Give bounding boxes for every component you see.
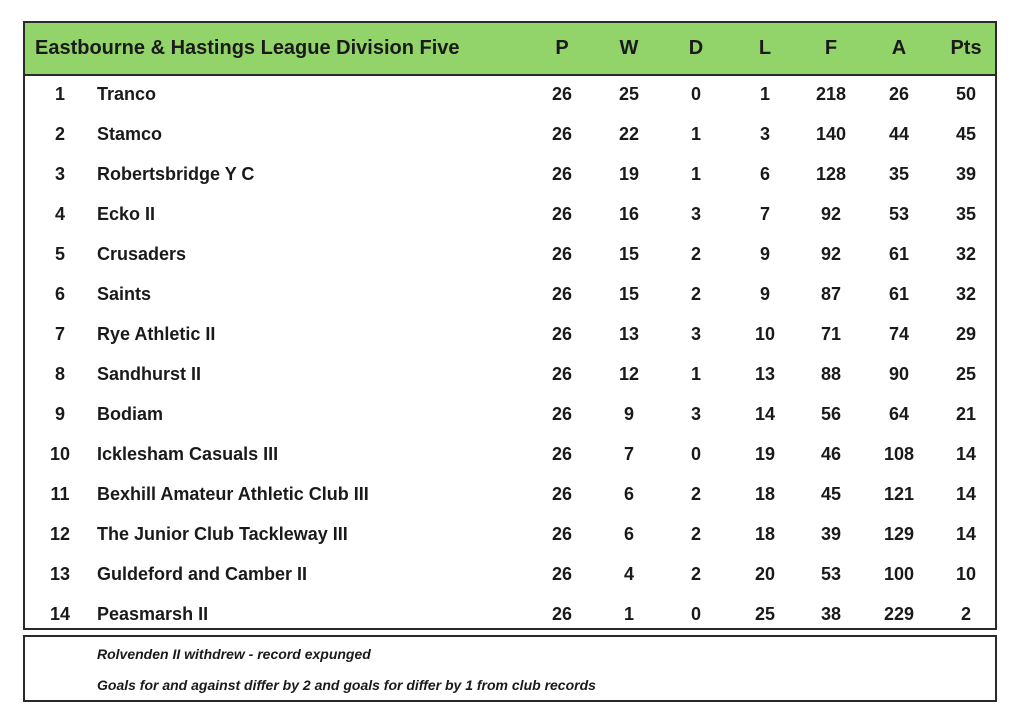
row-goals-for: 88 bbox=[820, 364, 842, 384]
row-team: Bodiam bbox=[97, 404, 164, 424]
table-row bbox=[25, 354, 995, 394]
row-won: 6 bbox=[623, 524, 634, 544]
row-goals-against: 26 bbox=[888, 84, 910, 104]
table-row bbox=[25, 394, 995, 434]
row-points: 32 bbox=[955, 244, 977, 264]
row-goals-against: 229 bbox=[883, 604, 915, 624]
row-points: 39 bbox=[955, 164, 977, 184]
row-lost: 13 bbox=[754, 364, 776, 384]
row-team: Rye Athletic II bbox=[97, 324, 216, 344]
row-played: 26 bbox=[551, 324, 573, 344]
notes-box bbox=[23, 635, 997, 702]
row-points: 45 bbox=[955, 124, 977, 144]
row-goals-against: 121 bbox=[883, 484, 915, 504]
table-header bbox=[25, 23, 995, 76]
row-lost: 6 bbox=[759, 164, 770, 184]
row-lost: 18 bbox=[754, 484, 776, 504]
row-goals-for: 92 bbox=[820, 244, 842, 264]
row-goals-for: 140 bbox=[815, 124, 847, 144]
row-goals-against: 61 bbox=[888, 244, 910, 264]
row-drawn: 0 bbox=[690, 444, 701, 464]
note-withdrawal: Rolvenden II withdrew - record expunged bbox=[97, 646, 371, 662]
row-lost: 7 bbox=[759, 204, 770, 224]
table-row bbox=[25, 514, 995, 554]
row-goals-against: 64 bbox=[888, 404, 910, 424]
row-team: The Junior Club Tackleway III bbox=[97, 524, 348, 544]
row-position: 3 bbox=[54, 164, 65, 184]
row-lost: 19 bbox=[754, 444, 776, 464]
row-goals-against: 74 bbox=[888, 324, 910, 344]
row-won: 1 bbox=[623, 604, 634, 624]
row-lost: 20 bbox=[754, 564, 776, 584]
row-position: 7 bbox=[54, 324, 65, 344]
row-drawn: 1 bbox=[690, 164, 701, 184]
row-played: 26 bbox=[551, 524, 573, 544]
column-header-w: W bbox=[619, 37, 639, 59]
row-team: Sandhurst II bbox=[97, 364, 202, 384]
row-team: Icklesham Casuals III bbox=[97, 444, 279, 464]
row-goals-against: 108 bbox=[883, 444, 915, 464]
row-goals-for: 45 bbox=[820, 484, 842, 504]
row-won: 16 bbox=[618, 204, 640, 224]
note-goal-discrepancy: Goals for and against differ by 2 and goals for differ by 1 from club records bbox=[97, 677, 596, 693]
table-row bbox=[25, 114, 995, 154]
row-played: 26 bbox=[551, 484, 573, 504]
row-goals-against: 53 bbox=[888, 204, 910, 224]
row-played: 26 bbox=[551, 364, 573, 384]
row-drawn: 0 bbox=[690, 604, 701, 624]
row-position: 1 bbox=[54, 84, 65, 104]
row-goals-against: 35 bbox=[888, 164, 910, 184]
row-points: 14 bbox=[955, 524, 977, 544]
row-position: 4 bbox=[54, 204, 65, 224]
row-won: 13 bbox=[618, 324, 640, 344]
row-drawn: 1 bbox=[690, 124, 701, 144]
row-position: 14 bbox=[49, 604, 71, 624]
row-goals-for: 38 bbox=[820, 604, 842, 624]
row-team: Saints bbox=[97, 284, 152, 304]
row-won: 9 bbox=[623, 404, 634, 424]
row-drawn: 0 bbox=[690, 84, 701, 104]
row-goals-for: 92 bbox=[820, 204, 842, 224]
row-points: 10 bbox=[955, 564, 977, 584]
row-played: 26 bbox=[551, 604, 573, 624]
row-position: 5 bbox=[54, 244, 65, 264]
row-team: Stamco bbox=[97, 124, 163, 144]
row-points: 14 bbox=[955, 444, 977, 464]
row-drawn: 2 bbox=[690, 524, 701, 544]
row-played: 26 bbox=[551, 244, 573, 264]
row-drawn: 3 bbox=[690, 204, 701, 224]
row-drawn: 2 bbox=[690, 484, 701, 504]
row-team: Robertsbridge Y C bbox=[97, 164, 255, 184]
row-points: 25 bbox=[955, 364, 977, 384]
table-row bbox=[25, 154, 995, 194]
row-won: 22 bbox=[618, 124, 640, 144]
league-table bbox=[23, 21, 997, 630]
row-lost: 18 bbox=[754, 524, 776, 544]
row-played: 26 bbox=[551, 284, 573, 304]
row-lost: 9 bbox=[759, 284, 770, 304]
row-goals-for: 71 bbox=[820, 324, 842, 344]
table-row bbox=[25, 554, 995, 594]
column-header-d: D bbox=[688, 37, 704, 59]
row-played: 26 bbox=[551, 164, 573, 184]
row-lost: 14 bbox=[754, 404, 776, 424]
table-row bbox=[25, 274, 995, 314]
row-drawn: 2 bbox=[690, 284, 701, 304]
row-goals-against: 129 bbox=[883, 524, 915, 544]
table-row bbox=[25, 234, 995, 274]
table-row bbox=[25, 194, 995, 234]
row-team: Peasmarsh II bbox=[97, 604, 209, 624]
row-goals-against: 44 bbox=[888, 124, 910, 144]
row-drawn: 3 bbox=[690, 324, 701, 344]
row-team: Ecko II bbox=[97, 204, 156, 224]
row-drawn: 1 bbox=[690, 364, 701, 384]
table-row bbox=[25, 594, 995, 634]
column-header-a: A bbox=[891, 37, 907, 59]
row-drawn: 2 bbox=[690, 564, 701, 584]
row-team: Crusaders bbox=[97, 244, 187, 264]
row-points: 32 bbox=[955, 284, 977, 304]
row-position: 12 bbox=[49, 524, 71, 544]
column-header-f: F bbox=[824, 37, 838, 59]
row-goals-for: 46 bbox=[820, 444, 842, 464]
row-goals-against: 61 bbox=[888, 284, 910, 304]
row-points: 35 bbox=[955, 204, 977, 224]
row-won: 12 bbox=[618, 364, 640, 384]
column-header-p: P bbox=[555, 37, 569, 59]
row-position: 10 bbox=[49, 444, 71, 464]
row-goals-for: 128 bbox=[815, 164, 847, 184]
row-points: 29 bbox=[955, 324, 977, 344]
league-title: Eastbourne & Hastings League Division Five bbox=[35, 37, 460, 59]
row-won: 7 bbox=[623, 444, 634, 464]
row-points: 21 bbox=[955, 404, 977, 424]
table-row bbox=[25, 434, 995, 474]
row-lost: 9 bbox=[759, 244, 770, 264]
column-header-l: L bbox=[758, 37, 772, 59]
row-points: 2 bbox=[960, 604, 971, 624]
row-goals-for: 39 bbox=[820, 524, 842, 544]
column-header-pts: Pts bbox=[950, 37, 982, 59]
row-team: Tranco bbox=[97, 84, 157, 104]
row-points: 14 bbox=[955, 484, 977, 504]
row-lost: 25 bbox=[754, 604, 776, 624]
row-drawn: 3 bbox=[690, 404, 701, 424]
row-goals-for: 56 bbox=[820, 404, 842, 424]
row-lost: 3 bbox=[759, 124, 770, 144]
row-played: 26 bbox=[551, 564, 573, 584]
row-goals-for: 53 bbox=[820, 564, 842, 584]
row-goals-for: 218 bbox=[815, 84, 847, 104]
row-position: 8 bbox=[54, 364, 65, 384]
row-played: 26 bbox=[551, 444, 573, 464]
row-team: Bexhill Amateur Athletic Club III bbox=[97, 484, 369, 504]
row-lost: 10 bbox=[754, 324, 776, 344]
row-goals-against: 100 bbox=[883, 564, 915, 584]
row-position: 6 bbox=[54, 284, 65, 304]
table-row bbox=[25, 474, 995, 514]
row-position: 2 bbox=[54, 124, 65, 144]
row-goals-against: 90 bbox=[888, 364, 910, 384]
row-goals-for: 87 bbox=[820, 284, 842, 304]
row-won: 15 bbox=[618, 284, 640, 304]
row-won: 4 bbox=[623, 564, 634, 584]
row-lost: 1 bbox=[759, 84, 770, 104]
table-row bbox=[25, 74, 995, 114]
row-played: 26 bbox=[551, 404, 573, 424]
row-points: 50 bbox=[955, 84, 977, 104]
row-played: 26 bbox=[551, 204, 573, 224]
row-team: Guldeford and Camber II bbox=[97, 564, 308, 584]
row-played: 26 bbox=[551, 84, 573, 104]
row-drawn: 2 bbox=[690, 244, 701, 264]
row-won: 15 bbox=[618, 244, 640, 264]
row-position: 13 bbox=[49, 564, 71, 584]
row-won: 6 bbox=[623, 484, 634, 504]
row-position: 11 bbox=[50, 484, 70, 504]
table-row bbox=[25, 314, 995, 354]
row-played: 26 bbox=[551, 124, 573, 144]
row-won: 25 bbox=[618, 84, 640, 104]
row-position: 9 bbox=[54, 404, 65, 424]
row-won: 19 bbox=[618, 164, 640, 184]
